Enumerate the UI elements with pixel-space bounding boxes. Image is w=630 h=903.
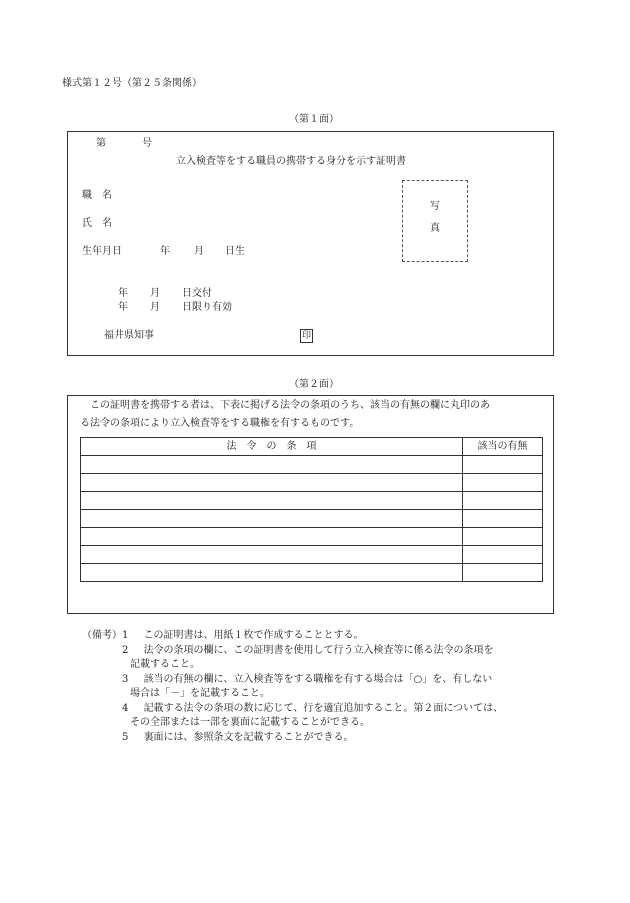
applicable-header: 該当の有無 (463, 438, 543, 456)
intro-line-2: る法令の条項により立入検査等をする職権を有するものです。 (80, 418, 360, 429)
seal-mark: 印 (301, 331, 311, 341)
number-label: 第 (96, 138, 106, 149)
note-text: 裏面には、参照条文を記載することができる。 (143, 732, 354, 743)
table-header-row (81, 438, 543, 456)
position-label: 職 名 (82, 190, 112, 201)
side2-heading: （第２面） (289, 379, 339, 390)
law-article-cell (81, 456, 463, 474)
table-row (81, 528, 543, 546)
note-number: 4 (122, 703, 129, 714)
table-row (81, 564, 543, 582)
law-article-cell (81, 492, 463, 510)
note-item (122, 732, 354, 744)
note-number: 5 (122, 732, 129, 743)
photo-placeholder (402, 180, 468, 262)
applicable-cell (463, 528, 543, 546)
law-article-cell (81, 546, 463, 564)
applicable-cell (463, 474, 543, 492)
note-text: 法令の条項の欄に、この証明書を使用して行う立入検査等に係る法令の条項を (143, 645, 494, 656)
note-item (122, 645, 494, 657)
valid-month: 月 (150, 302, 160, 313)
law-article-cell (81, 510, 463, 528)
note-text: 該当の有無の欄に、立入検査等をする職権を有する場合は「○」を、有しない (143, 674, 493, 685)
note-item (122, 703, 503, 715)
law-article-header: 法 令 の 条 項 (81, 438, 463, 456)
form-title: 様式第１２号（第２５条関係） (62, 78, 202, 89)
photo-char-1: 写 (430, 201, 440, 212)
dob-year: 年 (160, 246, 170, 257)
note-number: 3 (122, 674, 129, 685)
note-number: 2 (122, 645, 129, 656)
photo-char-2: 真 (430, 223, 440, 234)
applicable-cell (463, 456, 543, 474)
valid-day: 日限り有効 (182, 302, 232, 313)
side2-box (67, 395, 554, 614)
number-suffix: 号 (142, 138, 152, 149)
note-text: この証明書は、用紙１枚で作成することとする。 (143, 630, 364, 641)
applicable-cell (463, 492, 543, 510)
law-article-cell (81, 474, 463, 492)
table-row (81, 456, 543, 474)
note-number: 1 (122, 630, 129, 641)
applicable-cell (463, 510, 543, 528)
name-label: 氏 名 (82, 218, 112, 229)
law-article-cell (81, 528, 463, 546)
table-row (81, 474, 543, 492)
table-row (81, 546, 543, 564)
note-continuation: 記載すること。 (130, 659, 200, 670)
applicable-cell (463, 546, 543, 564)
applicable-cell (463, 564, 543, 582)
notes-label: （備考） (82, 630, 122, 641)
note-continuation: 場合は「－」を記載すること。 (130, 688, 270, 699)
note-continuation: その全部または一部を裏面に記載することができる。 (130, 717, 370, 728)
note-item (122, 630, 364, 642)
dob-month: 月 (194, 246, 204, 257)
intro-line-1: この証明書を携帯する者は、下表に掲げる法令の条項のうち、該当の有無の欄に丸印のあ (90, 400, 490, 411)
valid-year: 年 (118, 302, 128, 313)
issue-year: 年 (118, 288, 128, 299)
law-articles-table (80, 437, 543, 582)
issue-day: 日交付 (182, 288, 212, 299)
issuer-label: 福井県知事 (104, 330, 154, 341)
note-text: 記載する法令の条項の数に応じて、行を適宜追加すること。第２面については、 (143, 703, 504, 714)
table-row (81, 510, 543, 528)
certificate-title: 立入検査等をする職員の携帯する身分を示す証明書 (176, 156, 406, 167)
dob-label: 生年月日 (82, 246, 122, 257)
side1-certificate-box (67, 131, 554, 356)
dob-day: 日生 (225, 246, 245, 257)
side1-heading: （第１面） (289, 114, 339, 125)
note-item (122, 674, 492, 686)
issue-month: 月 (150, 288, 160, 299)
law-article-cell (81, 564, 463, 582)
table-row (81, 492, 543, 510)
